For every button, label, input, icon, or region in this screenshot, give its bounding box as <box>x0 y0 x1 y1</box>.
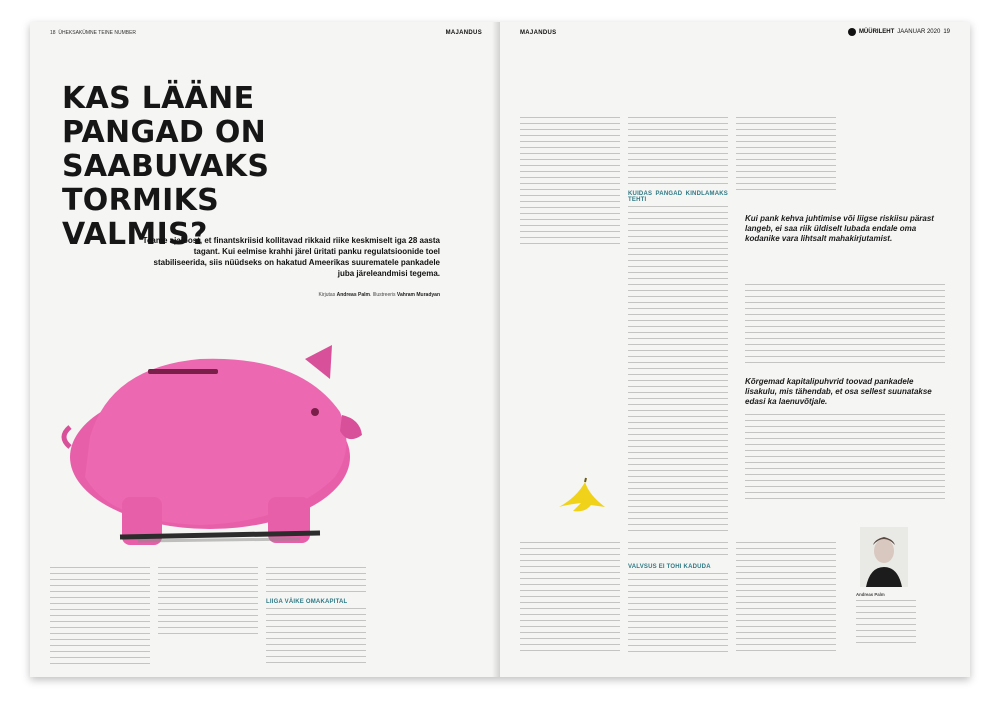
right-lower-columns <box>745 414 945 504</box>
author-portrait <box>860 527 908 587</box>
body-column-2 <box>158 567 258 639</box>
body-column-5 <box>628 117 728 547</box>
lede: Teame ajaloost, et finantskriisid kollitavad rikkaid riike keskmiselt iga 28 aasta tagant. Kui eelmise krahhi järel üritati panku regulatsioonide toel stabiliseerida, siis nüüdseks on hakatud Ameerikas suurematele pankadele juba järeleandmisi tegema. <box>142 236 440 278</box>
publication-logo: MÜÜRILEHT JAANUAR 2020 19 <box>848 28 950 36</box>
body-column-9 <box>520 542 620 652</box>
byline: Kirjutas Andreas Palm. Illustreeris Vahram Muradyan <box>318 292 440 298</box>
body-column-1 <box>50 567 150 667</box>
right-page <box>500 22 970 677</box>
pull-quote-1: Kui pank kehva juhtimise või liigse riskiisu pärast langeb, ei saa riik üldiselt lubada endale oma kodanike vara lihtsalt mahakirjutamist. <box>745 214 934 243</box>
headline: KAS LÄÄNE PANGAD ON SAABUVAKS TORMIKS VALMIS? <box>62 81 270 252</box>
author-bio: Andreas Palm <box>856 592 916 648</box>
left-page <box>30 22 500 677</box>
body-column-3 <box>266 567 366 667</box>
body-column-10 <box>628 542 728 652</box>
body-column-4 <box>520 117 620 247</box>
body-column-6 <box>736 117 836 192</box>
right-bottom-columns <box>520 542 836 652</box>
left-section: MAJANDUS <box>445 30 482 36</box>
subhead-kuidas: KUIDAS PANGAD KINDLAMAKS TEHTI <box>628 191 728 203</box>
references-column <box>736 542 836 652</box>
publication-logo-mark <box>848 28 856 36</box>
left-body-columns <box>50 567 366 667</box>
subhead-valvsus: VALVSUS EI TOHI KADUDA <box>628 564 711 570</box>
banana-peel-illustration <box>555 477 615 517</box>
left-folio: 18 ÜHEKSAKÜMNE TEINE NUMBER <box>50 30 137 36</box>
body-column-8 <box>745 414 945 504</box>
subhead-liiga: LIIGA VÄIKE OMAKAPITAL <box>266 599 348 605</box>
magazine-spread <box>30 22 970 677</box>
body-column-7 <box>745 284 945 364</box>
right-mid-columns <box>745 284 945 364</box>
pull-quote-2: Kõrgemad kapitalipuhvrid toovad pankadele lisakulu, mis tähendab, et osa sellest suunatakse edasi ka laenuvõtjale. <box>745 377 932 406</box>
right-section: MAJANDUS <box>520 30 557 36</box>
piggy-bank-illustration <box>50 297 370 557</box>
